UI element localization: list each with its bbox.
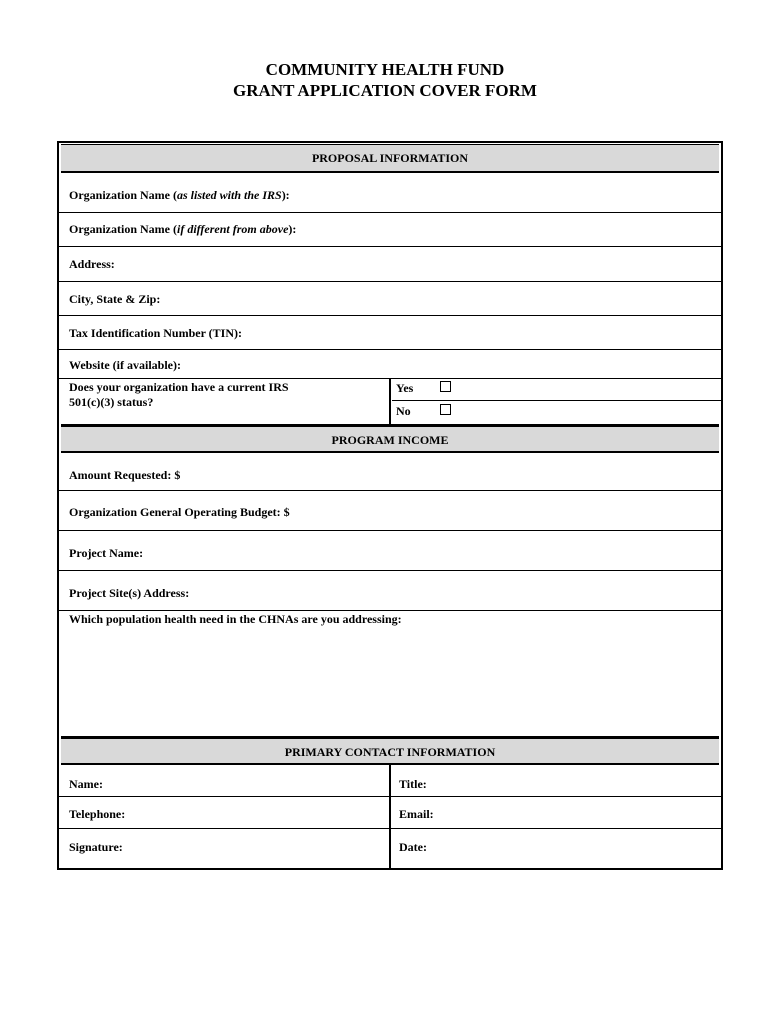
primary-contact-header xyxy=(61,736,719,765)
org-name-field[interactable] xyxy=(69,188,290,203)
yes-label: Yes xyxy=(396,381,414,395)
irs-status-question xyxy=(69,380,289,410)
divider xyxy=(392,400,721,401)
project-name-field[interactable]: Project Name: xyxy=(69,546,144,560)
contact-telephone-field[interactable]: Telephone: xyxy=(69,807,126,821)
project-site-address-field[interactable]: Project Site(s) Address: xyxy=(69,586,190,600)
org-name-label-b: ): xyxy=(281,188,290,202)
divider xyxy=(59,796,721,797)
contact-email-field[interactable]: Email: xyxy=(399,807,434,821)
contact-name-field[interactable]: Name: xyxy=(69,777,103,791)
divider xyxy=(389,765,391,870)
divider xyxy=(59,281,721,282)
city-state-zip-field[interactable]: City, State & Zip: xyxy=(69,292,161,306)
yes-checkbox[interactable] xyxy=(440,381,451,392)
divider xyxy=(59,349,721,350)
program-income-label: PROGRAM INCOME xyxy=(331,433,449,447)
chna-need-field[interactable]: Which population health need in the CHNAs are you addressing: xyxy=(69,612,402,626)
amount-requested-field[interactable]: Amount Requested: $ xyxy=(69,468,181,482)
divider xyxy=(389,378,391,424)
divider xyxy=(59,490,721,491)
proposal-information-header xyxy=(61,144,719,173)
org-name-label-italic: as listed with the IRS xyxy=(176,188,282,202)
divider xyxy=(59,212,721,213)
tin-field[interactable]: Tax Identification Number (TIN): xyxy=(69,326,243,340)
org-name-alt-field[interactable] xyxy=(69,222,296,237)
contact-date-field[interactable]: Date: xyxy=(399,840,427,854)
address-field[interactable]: Address: xyxy=(69,257,115,271)
primary-contact-label: PRIMARY CONTACT INFORMATION xyxy=(284,745,496,759)
divider xyxy=(59,315,721,316)
irs-question-line2: 501(c)(3) status? xyxy=(69,395,154,409)
org-name-label-a: Organization Name ( xyxy=(69,188,177,202)
org-name-alt-label-b: ): xyxy=(288,222,297,236)
contact-title-field[interactable]: Title: xyxy=(399,777,427,791)
no-checkbox[interactable] xyxy=(440,404,451,415)
irs-question-line1: Does your organization have a current IRS xyxy=(69,380,289,394)
form-title-line2: GRANT APPLICATION COVER FORM xyxy=(233,81,537,100)
form-title-line1: COMMUNITY HEALTH FUND xyxy=(265,60,505,79)
program-income-header xyxy=(61,424,719,453)
divider xyxy=(59,570,721,571)
application-form xyxy=(57,141,723,870)
divider xyxy=(59,530,721,531)
website-field[interactable]: Website (if available): xyxy=(69,358,181,372)
divider xyxy=(59,246,721,247)
proposal-header-label: PROPOSAL INFORMATION xyxy=(311,151,469,165)
org-name-alt-label-italic: if different from above xyxy=(176,222,289,236)
divider xyxy=(59,828,721,829)
operating-budget-field[interactable]: Organization General Operating Budget: $ xyxy=(69,505,290,519)
org-name-alt-label-a: Organization Name ( xyxy=(69,222,177,236)
divider xyxy=(59,610,721,611)
no-label: No xyxy=(396,404,411,418)
contact-signature-field[interactable]: Signature: xyxy=(69,840,123,854)
